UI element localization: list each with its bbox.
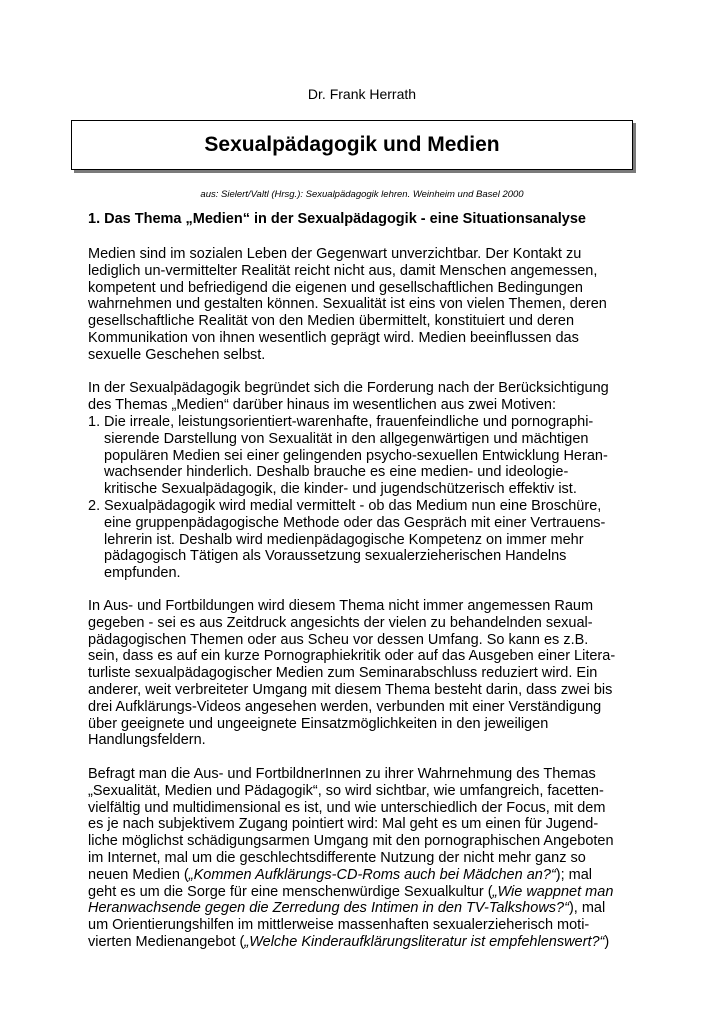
text-run: ); mal xyxy=(555,866,592,883)
quoted-question: „Kommen Aufklärungs-CD-Roms auch bei Mädchen an?“ xyxy=(188,866,556,883)
text-line: Die irreale, leistungsorientiert-warenhafte, frauenfeindliche und pornographi- xyxy=(104,414,594,430)
text-line: gegeben - sei es aus Zeitdruck angesichts der vielen zu behandelnden sexual- xyxy=(88,614,593,631)
text-line: es je nach subjektivem Zugang pointiert wird: Mal geht es um einen für Jugend- xyxy=(88,816,599,833)
text-line: vielfältig und multidimensional es ist, und wie unterschiedlich der Focus, mit dem xyxy=(88,799,606,816)
source-citation: aus: Sielert/Valtl (Hrsg.): Sexualpädagogik lehren. Weinheim und Basel 2000 xyxy=(200,189,524,200)
list-item xyxy=(88,498,648,582)
text-line: empfunden. xyxy=(104,565,181,582)
text-line: lediglich un-vermittelter Realität reicht nicht aus, damit Menschen angemessen, xyxy=(88,262,598,279)
text-line: eine gruppenpädagogische Methode oder das Gespräch mit einer Vertrauens- xyxy=(104,514,606,531)
text-line xyxy=(88,900,648,917)
text-line: Sexualpädagogik wird medial vermittelt - ob das Medium nun eine Broschüre, xyxy=(104,497,602,514)
document-title: Sexualpädagogik und Medien xyxy=(204,133,500,156)
text-line: In der Sexualpädagogik begründet sich die Forderung nach der Berücksichtigung xyxy=(88,380,609,396)
text-run: vierten Medienangebot ( xyxy=(88,933,245,950)
text-line: sein, dass es auf ein kurze Pornographiekritik oder auf das Ausgeben einer Litera- xyxy=(88,648,616,665)
text-line: des Themas „Medien“ darüber hinaus im wesentlichen aus zwei Motiven: xyxy=(88,396,556,413)
text-line: pädagogischen Themen oder aus Scheu vor dessen Umfang. So kann es z.B. xyxy=(88,631,589,648)
list-number: 2. xyxy=(88,497,101,514)
numbered-list xyxy=(88,414,648,582)
text-line xyxy=(88,884,648,901)
text-line: liche möglichst schädigungsarmen Umgang mit den pornographischen Angeboten xyxy=(88,833,614,850)
text-line: Kommunikation von ihnen wesentlich geprägt wird. Medien beeinflussen das xyxy=(88,329,579,346)
text-line: wahrnehmen und gestalten können. Sexualität ist eins von vielen Themen, deren xyxy=(88,296,607,313)
text-line: um Orientierungshilfen im mittlerweise massenhaften sexualerzieherisch moti- xyxy=(88,917,590,934)
author-name: Dr. Frank Herrath xyxy=(307,86,417,102)
text-line: gesellschaftliche Realität von den Medien übermittelt, konstituiert und deren xyxy=(88,313,575,330)
list-number: 1. xyxy=(88,414,101,430)
text-line: kompetent und befriedigend die eigenen und gesellschaftlichen Bedingungen xyxy=(88,279,583,296)
text-run: neuen Medien ( xyxy=(88,866,189,883)
text-line: In Aus- und Fortbildungen wird diesem Thema nicht immer angemessen Raum xyxy=(88,598,594,614)
quoted-question: „Welche Kinderaufklärungsliteratur ist empfehlenswert?“ xyxy=(244,933,605,950)
text-line: im Internet, mal um die geschlechtsdifferente Nutzung der nicht mehr ganz so xyxy=(88,849,586,866)
text-line xyxy=(88,867,648,884)
quoted-question: „Wie wappnet man xyxy=(492,883,614,900)
text-line: lehrerin ist. Deshalb wird medienpädagogische Kompetenz on immer mehr xyxy=(104,531,584,548)
text-run: ) xyxy=(604,933,610,950)
text-line: wachsender hinderlich. Deshalb brauche es eine medien- und ideologie- xyxy=(104,464,569,481)
text-line xyxy=(88,934,648,951)
paragraph-4 xyxy=(88,766,648,951)
paragraph-1 xyxy=(88,246,648,364)
text-run: geht es um die Sorge für eine menschenwürdige Sexualkultur ( xyxy=(88,883,493,900)
text-run: ), mal xyxy=(568,900,606,917)
text-line: pädagogisch Tätigen als Voraussetzung sexualerzieherischen Handelns xyxy=(104,548,567,565)
title-box xyxy=(71,120,633,170)
text-line: anderer, weit verbreiteter Umgang mit diesem Thema besteht darin, dass zwei bis xyxy=(88,681,613,698)
text-line: sierende Darstellung von Sexualität in den allgegenwärtigen und mächtigen xyxy=(104,430,589,447)
quoted-question: Heranwachsende gegen die Zerredung des Intimen in den TV-Talkshows?“ xyxy=(88,900,569,917)
text-line: über geeignete und ungeeignete Einsatzmöglichkeiten in den jeweiligen xyxy=(88,715,549,732)
text-line: „Sexualität, Medien und Pädagogik“, so wird sichtbar, wie umfangreich, facetten- xyxy=(88,782,604,799)
text-line: sexuelle Geschehen selbst. xyxy=(88,346,266,363)
paragraph-2-intro xyxy=(88,380,648,414)
paragraph-3 xyxy=(88,598,648,749)
section-heading: 1. Das Thema „Medien“ in der Sexualpädagogik - eine Situationsanalyse xyxy=(88,211,586,227)
text-line: populären Medien sei einer gelingenden psycho-sexuellen Entwicklung Heran- xyxy=(104,447,608,464)
text-line: Befragt man die Aus- und FortbildnerInnen zu ihrer Wahrnehmung des Themas xyxy=(88,766,596,782)
text-line: Medien sind im sozialen Leben der Gegenwart unverzichtbar. Der Kontakt zu xyxy=(88,246,582,262)
text-line: turliste sexualpädagogischer Medien zum Seminarabschluss reduziert wird. Ein xyxy=(88,665,598,682)
text-line: kritische Sexualpädagogik, die kinder- und jugendschützerisch effektiv ist. xyxy=(104,481,577,498)
text-line: drei Aufklärungs-Videos angesehen werden, verbunden mit einer Verständigung xyxy=(88,698,602,715)
list-item xyxy=(88,414,648,498)
text-line: Handlungsfeldern. xyxy=(88,732,206,749)
